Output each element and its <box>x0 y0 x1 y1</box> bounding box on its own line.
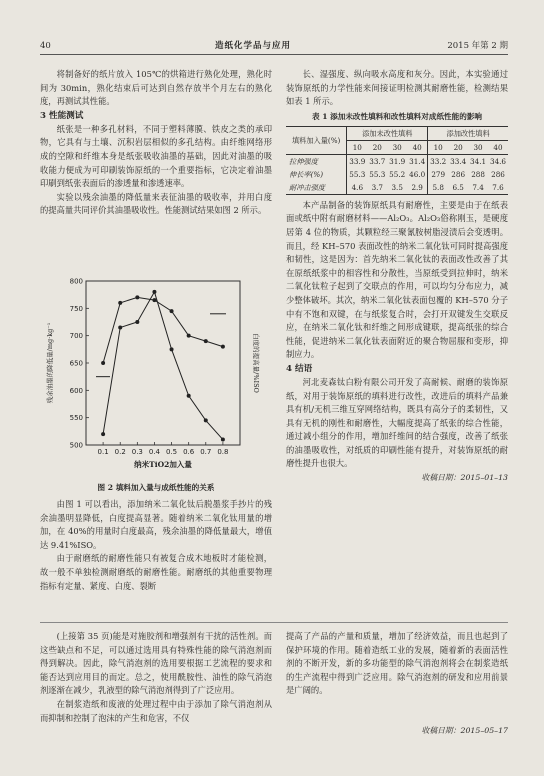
data-point <box>170 309 174 313</box>
x-tick-label: 0.6 <box>183 448 195 456</box>
section-heading: 4 结语 <box>286 363 313 374</box>
data-point <box>118 301 122 305</box>
paragraph: 实验以残余油墨的降低量来表征油墨的吸收率，并用白度的提高量共同评价其油墨吸收性。性能测试结果如图 2 所示。 <box>40 191 272 216</box>
table-cell: 286 <box>491 169 505 179</box>
line-chart <box>40 267 272 479</box>
table-cell: 288 <box>471 169 485 179</box>
y-tick-label: 750 <box>69 304 83 313</box>
table-row-label: 伸长率(%) <box>286 168 347 181</box>
table-cell: 34.6 <box>488 154 508 168</box>
table-group-2: 添加改性填料 <box>428 126 508 140</box>
table-cell: 3.5 <box>387 181 407 195</box>
section-heading: 3 性能测试 <box>40 110 84 121</box>
y-tick-label: 700 <box>69 332 83 341</box>
table-cell: 7.4 <box>468 181 488 195</box>
series-line <box>103 297 223 363</box>
x-tick-label: 0.8 <box>217 448 229 456</box>
right-column <box>286 68 508 485</box>
table-cell: 33.4 <box>448 154 468 168</box>
table-level-header: 20 <box>448 140 468 154</box>
x-tick-label: 0.5 <box>165 448 178 456</box>
journal-name: 造纸化学品与应用 <box>215 41 292 51</box>
table-cell: 5.8 <box>428 181 449 195</box>
table-level-header: 40 <box>488 140 508 154</box>
running-header <box>40 34 508 55</box>
data-point <box>187 394 191 398</box>
y-tick-label: 650 <box>69 359 83 368</box>
figure-2 <box>40 267 272 479</box>
table-cell: 55.2 <box>389 169 406 179</box>
table-row <box>286 181 508 195</box>
table-cell: 31.9 <box>387 154 407 168</box>
paragraph: 长、湿强度、纵向吸水高度和灰分。因此，本实验通过装饰原纸的力学性能来间接证明检测其耐磨性能，检测结果如表 1 所示。 <box>286 69 508 107</box>
paragraph: 由图 1 可以看出，添加纳米二氧化钛后脱墨浆手抄片的残余油墨明显降低，白度提高显著。随着纳米二氧化钛用量的增加，在 40%的用量时白度最高，残余油墨的降低量最大，增值达 9.41%ISO。 <box>40 499 272 550</box>
left-column-top <box>40 68 272 218</box>
section-divider <box>40 622 508 623</box>
paragraph: 在制浆造纸和废液的处理过程中由于添加了除气消泡剂从而抑制和控制了泡沫的产生和危害，不仅 <box>40 698 272 723</box>
y-axis-label-left: 残余油墨的降低量/mg·kg⁻¹ <box>46 322 54 404</box>
data-point <box>152 298 156 302</box>
table-level-header: 30 <box>468 140 488 154</box>
bottom-right-column <box>286 630 508 738</box>
data-point <box>170 347 174 351</box>
table-cell: 4.6 <box>347 181 368 195</box>
issue-label: 2015 年第 2 期 <box>447 41 508 51</box>
table-cell: 3.7 <box>367 181 387 195</box>
data-point <box>135 295 139 299</box>
table-cell: 34.1 <box>468 154 488 168</box>
table-row-label: 耐冲击强度 <box>286 181 347 195</box>
paragraph: 纸张是一种多孔材料，不同于塑料薄膜、铁皮之类的承印物，它具有与土壤、沉积岩层相似的多孔结构。由纤维网络形成的空隙和纤维本身是纸张吸收油墨的基础，因此对油墨的吸收能力便成为可印刷装饰原纸的一个重要指标，它决定着油墨印刷到纸张表面后的渗透量和渗透速率。 <box>40 123 272 189</box>
table-cell: 31.4 <box>407 154 428 168</box>
data-point <box>101 361 105 365</box>
x-tick-label: 0.2 <box>114 448 126 456</box>
table-level-header: 10 <box>347 140 368 154</box>
table-cell: 6.5 <box>448 181 468 195</box>
paragraph: 由于耐磨纸的耐磨性能只有被复合成木地板时才能检测，故一般不单独检测耐磨纸的耐磨性能。耐磨纸的其他重要物理指标有定量、紧度、白度、裂断 <box>40 553 272 591</box>
y-tick-label: 800 <box>69 277 83 286</box>
table-group-1: 添加未改性填料 <box>347 126 428 140</box>
table-cell: 33.7 <box>367 154 387 168</box>
table-row-label: 拉伸强度 <box>286 154 347 168</box>
received-date: 收稿日期：2015–01–13 <box>421 473 508 483</box>
bottom-left-column <box>40 630 272 725</box>
x-tick-label: 0.3 <box>131 448 143 456</box>
table-1 <box>286 126 508 195</box>
paragraph: (上接第 35 页)能是对施胶剂和增强剂有干扰的活性剂。而这些缺点和不足，可以通过选用具有特殊性能的除气消泡剂而得到解决。因此，除气消泡剂的选用要根据工艺流程的要求和能否达到应用目的而定。总之，使用酰胺性、油性的除气消泡剂逐渐在减少，乳液型的除气消泡剂得到了广泛应用。 <box>40 631 272 696</box>
data-point <box>118 325 122 329</box>
table-row <box>286 168 508 181</box>
table-level-header: 20 <box>367 140 387 154</box>
data-point <box>101 432 105 436</box>
paragraph: 河北麦森钛白粉有限公司开发了高耐候、耐磨的装饰原纸，对用于装饰原纸的填料进行改性，改进后的填料产品兼具有机/无机三维互穿网络结构，既具有高分子的柔韧性，又具有无机的刚性和耐磨性，大幅度提高了纸张的综合性能，通过减小组分的作用，增加纤维间的结合强度，改善了纸张的油墨吸收性，对纸质的印刷性能有提升，对装饰原纸的耐磨性提升也很大。 <box>286 376 508 469</box>
table-level-header: 30 <box>387 140 407 154</box>
data-point <box>221 438 225 442</box>
y-tick-label: 600 <box>69 386 83 395</box>
table-cell: 7.6 <box>488 181 508 195</box>
table-row <box>286 154 508 168</box>
table-level-header: 40 <box>407 140 428 154</box>
data-point <box>152 290 156 294</box>
y-axis-label-right: 白度的提高量/%ISO <box>252 333 260 393</box>
figure-caption: 图 2 填料加入量与成纸性能的关系 <box>97 483 215 492</box>
left-column-bottom <box>40 498 272 593</box>
data-point <box>187 334 191 338</box>
table-cell: 46.0 <box>407 168 428 181</box>
series-line <box>103 292 223 440</box>
paragraph: 提高了产品的产量和质量，增加了经济效益，而且也起到了保护环境的作用。随着造纸工业的发展，随着新的表面活性剂的不断开发，新的多功能型的除气消泡剂将会在制浆造纸的生产流程中得到广泛应用。除气消泡剂的研发和应用前景是广阔的。 <box>286 631 508 696</box>
table-cell: 33.2 <box>428 154 449 168</box>
data-point <box>204 339 208 343</box>
x-tick-label: 0.7 <box>200 448 212 456</box>
x-axis-label: 纳米TiO2加入量 <box>134 460 192 469</box>
page-number: 40 <box>40 41 51 51</box>
data-point <box>135 320 139 324</box>
data-point <box>204 418 208 422</box>
table-cell: 279 <box>431 169 446 179</box>
data-point <box>221 345 225 349</box>
table-cell: 33.9 <box>347 154 368 168</box>
x-tick-label: 0.1 <box>97 448 109 456</box>
y-tick-label: 500 <box>69 441 83 450</box>
table-level-header: 10 <box>428 140 449 154</box>
table-cell: 2.9 <box>407 181 428 195</box>
paragraph: 本产品制备的装饰原纸具有耐磨性，主要是由于在纸表面或纸中附有耐磨材料——Al₂O₃。Al₂O₃俗称刚玉，是硬度居第 4 位的物质，其颗粒经三聚氰胺树脂浸渍后会变透明。而且，经 KH–570 表面改性的纳米二氧化钛可同时提高强度和韧性，这是因为：首先纳米二氧化钛的表面改性改善了其在原纸纸浆中的相容性和分散性，当原纸受到拉伸时，纳米二氧化钛粒子起到了交联点的作用，可以均匀分布应力，减少整体破坏。其次，纳米二氧化钛表面包覆的 KH–570 分子中有不饱和双键，在与纸浆复合时，会打开双键发生交联反应，在纳米二氧化钛和纤维之间形成键联，提高纸张的综合性能，促进纳米二氧化钛表面附近的聚合物屈服和变形，抑制应力。 <box>286 199 508 360</box>
x-tick-label: 0.4 <box>148 448 161 456</box>
table-caption: 表 1 添加未改性填料和改性填料对成纸性能的影响 <box>311 111 483 121</box>
table-head-label: 填料加入量(%) <box>286 126 347 154</box>
table-cell: 55.3 <box>369 169 386 179</box>
table-cell: 55.3 <box>349 169 366 179</box>
paragraph: 将制备好的纸片放入 105℃的烘箱进行熟化处理，熟化时间为 30min，熟化结束后可达到自然存放半个月左右的熟化度，再测试其性能。 <box>40 69 272 107</box>
table-cell: 286 <box>451 169 466 179</box>
received-date: 收稿日期：2015–05–17 <box>421 725 508 735</box>
y-tick-label: 550 <box>69 414 83 423</box>
